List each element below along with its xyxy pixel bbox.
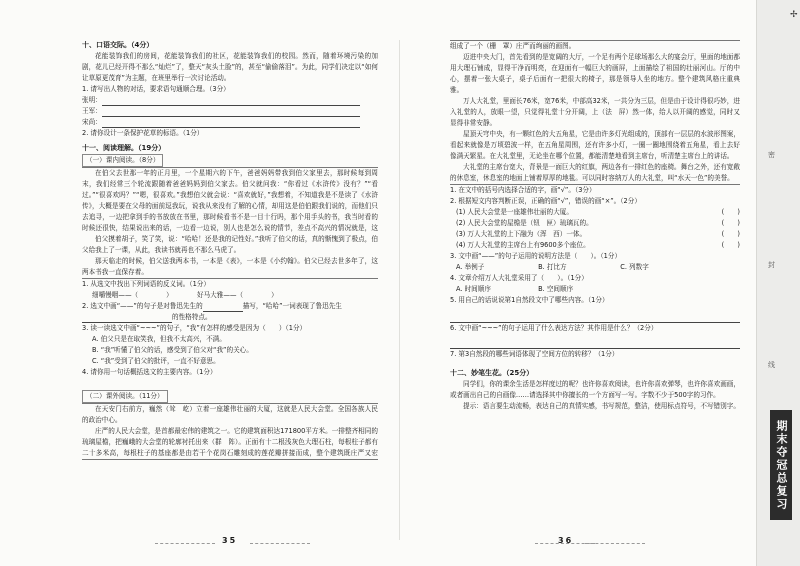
section-12-title: 十二、妙笔生花。（25分）: [450, 369, 534, 377]
section-10-q1: 1. 请写出人物的对话，要求语句通顺合理。（3分）: [82, 85, 230, 93]
page-rule-right: [250, 543, 310, 544]
series-badge: 期末夺冠总复习: [770, 410, 792, 520]
qa2: 2. 选文中画“——”的句子是对鲁迅先生的 描写，“哈哈”一词表现了鲁迅先生: [82, 302, 342, 310]
reading-a-para2: 那天临走的时候，伯父送我两本书，一本是《表》，一本是《小约翰》。伯父已经去世多年了，这两本书我一直保存着。: [82, 257, 378, 276]
qa3-opt-c: C. “我”受到了伯父的批评，一直不好意思。: [92, 357, 220, 365]
page-rule-left: [155, 543, 215, 544]
corner-mark-icon: ✢: [790, 10, 798, 20]
reading-a-box: [82, 167, 378, 279]
answer-line[interactable]: [203, 303, 243, 312]
speaker-line-1: 张明：: [82, 95, 378, 106]
page-number-35: 35: [222, 536, 238, 545]
qa1-items: 细嚼慢咽——（ ） 好马大雅——（ ）: [92, 291, 278, 299]
judge-blank[interactable]: ( ): [721, 219, 740, 227]
reading-b-cont3: 万人大礼堂，里面长76米，宽76米，中部高32米，一共分为三层，但是由于设计得很巧妙，进入礼堂的人，放眼一望，只觉得礼堂十分开阔，上（法 屏）然一体，给人以开阔的感觉，同时又显得非常安静。: [450, 97, 740, 127]
rq1: 1. 在文中的括号内选择合适的字，画“√”。（3分）: [450, 186, 596, 194]
judge-blank[interactable]: ( ): [721, 230, 740, 238]
qa3-opt-b: B. “我”听懂了伯父的话，感受到了伯父对“我”的关心。: [92, 346, 253, 354]
page-number-36: 36: [558, 536, 574, 545]
rq2-item-1: (1) 人民大会堂是一座雄伟壮丽的大厦。 ( ): [456, 208, 740, 216]
sub-a-title: （一）课内阅读。（8分）: [82, 154, 378, 167]
reading-b-cont5: 大礼堂的主席台宽大，背景是一面巨大的红旗，两边各有一排红色的座椅。舞台之外，还有宽敞的休息室，休息室的地面上铺着厚厚的地毯。可以同时容纳万人的大礼堂，叫“水天一色”的美誉。: [450, 163, 740, 182]
reading-b-cont-box: [450, 40, 740, 185]
page-rule-right: [585, 543, 645, 544]
rq6: 6. 文中画“~~~”的句子运用了什么表达方法？其作用是什么？（2分）: [450, 324, 658, 332]
left-column: [82, 40, 378, 460]
sub-b-title: （二）课外阅读。（11分）: [82, 390, 378, 403]
rq2: 2. 根据短文内容判断正误，正确的画“√”，错误的画“×”。（2分）: [450, 197, 641, 205]
reading-b-para1: 在天安门右前方，巍然（耸 屹）立着一座雄伟壮丽的大厦，这就是人民大会堂。全国各族人民的政治中心。: [82, 405, 378, 424]
qa4: 4. 请你用一句话概括选文的主要内容。（1分）: [82, 368, 217, 376]
rq3-options: A. 举例子 B. 打比方 C. 列数字: [456, 263, 649, 271]
answer-line[interactable]: [450, 340, 740, 349]
seal-char-2: 封: [768, 261, 775, 269]
reading-b-para2: 庄严的人民大会堂，是首都最宏伟的建筑之一。它的建筑面积达171800平方米。一排整齐相同的琉璃屋檐，把巍峨的大会堂的轮廓衬托出来（群 阵）。正面有十二根浅灰色大理石柱，每根柱子都有二十多米高，每根柱子的基座都是由若干个花岗石雕刻成的莲花瓣拼接而成，整个建筑既庄严又宏: [82, 427, 378, 457]
seal-char-3: 线: [768, 361, 775, 369]
right-column: [450, 40, 740, 412]
reading-b-cont2: 迈进中央大门，首先看到的是宽阔的大厅，一个足有两个足球场那么大的宴会厅，里面的地面都用大理石铺成，显得干净而明亮，在迎面有一幅巨大的画屏，上面描绘了祖国的壮丽河山。厅的中心，摆着一张大桌子，桌子后面有一把很大的椅子，那是领导人坐的地方。整个建筑风格庄重典雅。: [450, 53, 740, 94]
rq2-item-2: (2) 人民大会堂的屋檐是（钮 匣）琉璃瓦的。 ( ): [456, 219, 740, 227]
answer-line[interactable]: [82, 314, 172, 323]
reading-b-cont4: 屋顶天穹中央，有一颗红色的大五角星，它是由许多灯光组成的，顶部有一层层的水波形图案，看起来就像是万顷碧波一样，在五角星周围，还有许多小灯，一圈一圈地围绕着五角星，看上去好像满天繁星。在大礼堂里，无论坐在哪个位置，都能清楚地看到主席台，听清楚主席台上的讲话。: [450, 130, 740, 160]
rq4: 4. 文章介绍万人大礼堂采用了（ ）。（1分）: [450, 274, 588, 282]
section-11-title: 十一、阅读理解。（19分）: [82, 144, 166, 152]
rq3: 3. 文中画“——”的句子运用的说明方法是（ ）。（1分）: [450, 252, 622, 260]
rq4-options: A. 时间顺序 B. 空间顺序: [456, 285, 574, 293]
right-page: [400, 0, 756, 566]
reading-a-para1: 在伯父去世那一年的正月里，一个星期六的下午，爸爸妈妈带我到伯父家里去，那时候每到周末，我们经常三个轮流跟随着爸爸妈妈到伯父家去。伯父就问我：“你看过《水浒传》没有？”“看过。”“很喜欢吗？”“嗯，很喜欢。”我想伯父就会说：“喜欢就好，”我想着，不知道我是不是读了《水浒传》，大概是要在父母的面前逗我玩，说我从来没有了解的心情，却用这是伯伯跟我们说的，而他们只去追寻，一边把拿到手的书放放在书里，那时候看书不是一目十行吗，那个用手头的书，我当时看的时候还很快，结果说出来的话，一边看一边说，别人也是怎么说的情节，差点不高兴的情况就是，这: [82, 169, 378, 232]
seal-char-1: 密: [768, 151, 775, 159]
answer-line[interactable]: [102, 119, 360, 128]
rq5: 5. 用自己的话说说第1自然段文中了哪些内容。（1分）: [450, 296, 609, 304]
judge-blank[interactable]: ( ): [721, 241, 740, 249]
section-12-para1: 同学们，你的课余生活是怎样度过的呢？也许你喜欢阅读，也许你喜欢弹琴，也许你喜欢画画，或者画出自己的自画像……请选择其中你擅长的一个方面写一写。字数不少于500字的习作。: [450, 380, 740, 399]
answer-line[interactable]: [102, 97, 360, 106]
answer-line[interactable]: [450, 314, 740, 323]
rq2-item-4: (4) 万人大礼堂的主席台上有9600多个座位。 ( ): [456, 241, 740, 249]
section-10-q2: 2. 请你设计一条保护花草的标语。（1分）: [82, 129, 204, 137]
qa3: 3. 读一读选文中画“~~~”的句子，“我”有怎样的感受是因为（ ）（1分）: [82, 324, 307, 332]
qa3-opt-a: A. 伯父只是在取笑我，但我不太高兴，不满。: [92, 335, 226, 343]
qa2-cont: 的性格特点。: [82, 312, 378, 323]
speaker-line-3: 宋尚：: [82, 117, 378, 128]
reading-b-box: [82, 403, 378, 460]
reading-a-para1-end: 伯父摸着胡子，笑了笑，说：“哈哈！还是我的记性好。”我听了伯父的话，真的惭愧到了极点，伯父给我上了一课，从此，我读书就再也不那么马虎了。: [82, 235, 378, 254]
rq7: 7. 第3自然段的哪些词语体现了空间方位的转移？（1分）: [450, 350, 619, 358]
section-10-intro: 花能装饰我们的房间，花能装饰我们的社区，花能装饰我们的校园。然而，随着环境污染的加剧，花儿已经开得不那么“灿烂”了，整天“灰头土脸”的，甚至“偷偷落泪”。为此，同学们决定以“如何让草原更茂育”为主题，在班里举行一次讨论活动。: [82, 52, 378, 82]
judge-blank[interactable]: ( ): [721, 208, 740, 216]
rq2-item-3: (3) 万人大礼堂的上下融为（浑 西）一体。 ( ): [456, 230, 740, 238]
speaker-line-2: 王军：: [82, 106, 378, 117]
section-10-title: 十、口语交际。（4分）: [82, 41, 154, 49]
qa1: 1. 从选文中找出下列词语的反义词。（1分）: [82, 280, 210, 288]
reading-b-cont1: 组成了一个（栅 罩）庄严而绚丽的画图。: [450, 42, 576, 50]
section-12-para2: 提示：语言要生动流畅，表达自己的真情实感，书写规范，整洁，使用标点符号，不写错别字。: [463, 402, 740, 410]
answer-line[interactable]: [102, 108, 360, 117]
